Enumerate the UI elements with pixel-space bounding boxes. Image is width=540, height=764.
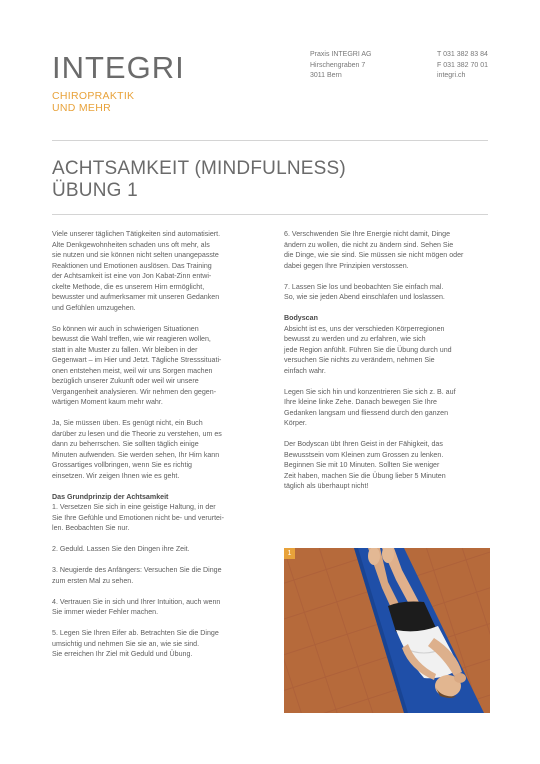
page-subtitle-line: ÜBUNG 1 (52, 180, 138, 201)
text-line: umsichtig und nehmen Sie sie an, wie sie sind. (52, 639, 200, 648)
photo-number-badge: 1 (284, 548, 295, 559)
text-line: bewusst die Wahl treffen, wie wir reagieren wollen, (52, 335, 211, 343)
text-line: statt in alte Muster zu fallen. Wir bleiben in der (52, 345, 198, 354)
text-line: einsetzen. Wir zeigen Ihnen wie es geht. (52, 471, 180, 480)
text-line: 6. Verschwenden Sie Ihre Energie nicht damit, Dinge (284, 230, 451, 238)
text-line: Viele unserer täglichen Tätigkeiten sind automatisiert. (52, 230, 221, 238)
text-line: Reaktionen und Emotionen auslösen. Das Training (52, 261, 212, 270)
text-line: Grossartiges vollbringen, wenn Sie es richtig (52, 461, 192, 469)
principle-step (284, 282, 499, 303)
text-line: Gedanken langsam und fliessend durch den ganzen (284, 408, 449, 417)
text-line: Minuten aufwenden. Sie werden sehen, Ihr Hirn kann (52, 450, 220, 459)
text-line: Der Bodyscan übt Ihren Geist in der Fähigkeit, das (284, 440, 443, 448)
principle-step (52, 597, 267, 618)
phone-number: T 031 382 83 84 (437, 51, 488, 58)
bodyscan-block (284, 313, 499, 376)
principle-step (284, 229, 499, 271)
text-line: der Achtsamkeit ist eine von Jon Kabat-Zinn entwi- (52, 272, 212, 280)
text-line: Sie Ihre Gefühle und Emotionen nicht be- und verurtei- (52, 513, 224, 522)
text-line: die Dinge, wie sie sind. Sie müssen sie nicht mögen oder (284, 251, 464, 259)
text-line: 7. Lassen Sie los und beobachten Sie einfach mal. (284, 282, 444, 291)
text-line: So können wir auch in schwierigen Situationen (52, 324, 199, 333)
address-line: Praxis INTEGRI AG (310, 51, 372, 58)
situations-paragraph (52, 324, 267, 408)
section-heading: Bodyscan (284, 314, 318, 322)
page-title-line: ACHTSAMKEIT (MINDFULNESS) (52, 158, 346, 179)
text-line: Bewusstsein vom Kleinen zum Grossen zu lenken. (284, 450, 444, 459)
bodyscan-paragraph (284, 387, 499, 429)
text-line: Absicht ist es, uns der verschieden Körperregionen (284, 324, 445, 333)
practice-address (310, 50, 371, 82)
principle-step (52, 544, 267, 555)
text-line: ändern zu wollen, die nicht zu ändern sind. Sehen Sie (284, 240, 454, 249)
left-column (52, 229, 267, 670)
text-line: täglich als überhaupt nicht! (284, 482, 369, 490)
principle-block (52, 492, 267, 534)
section-heading: Das Grundprinzip der Achtsamkeit (52, 492, 169, 501)
text-line: Gegenwart – im Hier und Jetzt. Tägliche Stresssituati- (52, 356, 222, 364)
logo-tagline-line: UND MEHR (52, 102, 111, 114)
text-line: Sie immer wieder Fehler machen. (52, 608, 159, 616)
address-line: 3011 Bern (310, 72, 342, 80)
text-line: bewusst zu werden und zu erfahren, wie sich (284, 335, 426, 343)
text-line: und Gefühlen umzugehen. (52, 303, 136, 312)
principle-step (52, 565, 267, 586)
header-divider (52, 140, 488, 141)
text-line: versuchen Sie nichts zu verändern, nehmen Sie (284, 356, 435, 364)
text-line: 4. Vertrauen Sie in sich und Ihrer Intuition, auch wenn (52, 597, 221, 606)
website-link[interactable]: integri.ch (437, 72, 466, 80)
text-line: ckelte Methode, die es unserem Hirn ermöglicht, (52, 282, 205, 291)
principle-step (52, 628, 267, 660)
text-line: sie nutzen und sie können nicht selten unangepasste (52, 251, 219, 259)
title-divider (52, 214, 488, 215)
text-line: wärtigen Moment kaum mehr wahr. (52, 398, 163, 406)
text-line: darüber zu lesen und die Theorie zu verstehen, um es (52, 429, 222, 438)
bodyscan-paragraph (284, 439, 499, 492)
text-line: Ja, Sie müssen üben. Es genügt nicht, ein Buch (52, 419, 203, 427)
text-line: Zeit haben, machen Sie die Übung lieber 5 Minuten (284, 471, 446, 480)
text-line: Beginnen Sie mit 10 Minuten. Sollten Sie weniger (284, 461, 440, 469)
page-title (52, 158, 346, 202)
text-line: So, wie sie jeden Abend einschlafen und loslassen. (284, 293, 445, 301)
right-column (284, 229, 499, 502)
logo-wordmark: INTEGRI (52, 50, 185, 85)
text-line: 5. Legen Sie Ihren Eifer ab. Betrachten Sie die Dinge (52, 629, 219, 637)
integri-logo (52, 52, 185, 114)
bodyscan-photo (284, 548, 490, 713)
intro-paragraph (52, 229, 267, 313)
text-line: 3. Neugierde des Anfängers: Versuchen Sie die Dinge (52, 566, 222, 574)
address-line: Hirschengraben 7 (310, 61, 366, 69)
text-line: Alte Denkgewohnheiten schaden uns oft mehr, als (52, 240, 210, 249)
text-line: dabei gegen Ihre Prinzipien verstossen. (284, 261, 409, 270)
text-line: Körper. (284, 419, 307, 427)
text-line: len. Beobachten Sie nur. (52, 524, 130, 532)
text-line: bewusster und aufmerksamer mit unseren Gedanken (52, 293, 220, 301)
text-line: 2. Geduld. Lassen Sie den Dingen ihre Zeit. (52, 545, 190, 553)
text-line: zum ersten Mal zu sehen. (52, 576, 134, 585)
fax-number: F 031 382 70 01 (437, 61, 488, 69)
logo-tagline-line: CHIROPRAKTIK (52, 90, 135, 102)
text-line: Vergangenheit analysieren. Wir nehmen den gegen- (52, 387, 217, 396)
text-line: Ihre kleine linke Zehe. Danach bewegen Sie Ihre (284, 398, 438, 406)
text-line: onen entstehen meist, weil wir uns Sorgen machen (52, 366, 213, 375)
bodyscan-illustration (284, 548, 490, 713)
text-line: Sie erreichen Ihr Ziel mit Geduld und Übung. (52, 650, 193, 658)
practice-contact (437, 50, 488, 82)
text-line: bezüglich unserer Zukunft oder weil wir unsere (52, 377, 199, 385)
text-line: Legen Sie sich hin und konzentrieren Sie sich z. B. auf (284, 387, 456, 396)
text-line: dann zu beherrschen. Sie sollten täglich einige (52, 440, 199, 448)
text-line: einfach wahr. (284, 366, 326, 375)
practice-paragraph (52, 418, 267, 481)
text-line: jede Region anfühlt. Führen Sie die Übung durch und (284, 345, 452, 354)
logo-tagline (52, 90, 185, 114)
text-line: 1. Versetzen Sie sich in eine geistige Haltung, in der (52, 503, 216, 511)
